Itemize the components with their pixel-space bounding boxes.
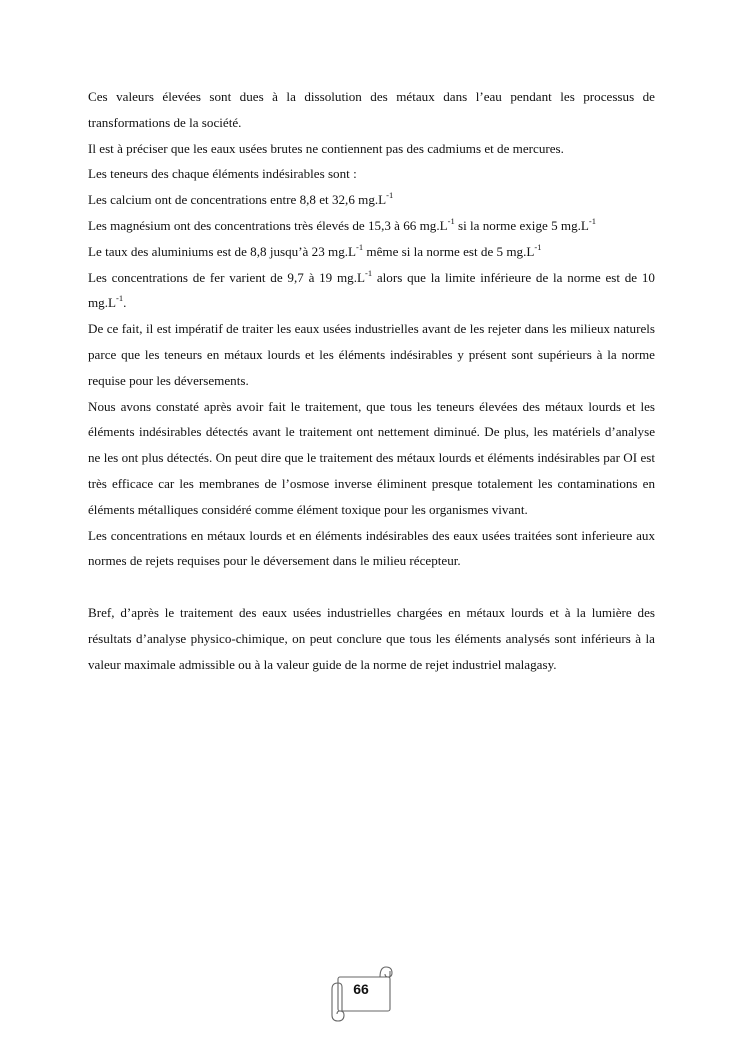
fer-norm-text: alors que la limite inférieure de la norme est de 10 mg.L [88,269,655,311]
magnesium-unit-exponent: -1 [447,215,455,226]
paragraph-cadmium-mercure: Il est à préciser que les eaux usées brutes ne contiennent pas des cadmiums et de mercures. [88,140,564,156]
paragraph-fer [88,265,655,317]
aluminium-unit-exponent: -1 [356,241,364,252]
paragraph-magnesium [88,213,655,239]
fer-text: Les concentrations de fer varient de 9,7 à 19 mg.L [88,269,365,285]
paragraph-teneurs-intro: Les teneurs des chaque éléments indésirables sont : [88,166,357,182]
paragraph-concentrations-traitees: Les concentrations en métaux lourds et en éléments indésirables des eaux usées traitées sont inferieure aux normes de rejets requises pour le déversement dans le milieu récepteur. [88,527,655,569]
paragraph-traitement-imperatif: De ce fait, il est impératif de traiter les eaux usées industrielles avant de les rejeter dans les milieux naturels parce que les teneurs en métaux lourds et les éléments indésirables y présent sont supérieurs à la norme requise pour les déversements. [88,321,655,388]
paragraph-aluminium [88,239,655,265]
paragraph-conclusion: Bref, d’après le traitement des eaux usées industrielles chargées en métaux lourds et à la lumière des résultats d’analyse physico-chimique, on peut conclure que tous les éléments analysés sont inférieurs à la valeur maximale admissible ou à la valeur guide de la norme de rejet industriel malagasy. [88,605,655,672]
page-number: 66 [353,981,369,997]
magnesium-text: Les magnésium ont des concentrations très élevés de 15,3 à 66 mg.L [88,217,448,233]
paragraph-dissolution: Ces valeurs élevées sont dues à la dissolution des métaux dans l’eau pendant les processus de transformations de la société. [88,89,655,130]
fer-unit-exponent: -1 [365,267,373,278]
aluminium-norm-exponent: -1 [534,241,542,252]
magnesium-norm-text: si la norme exige 5 mg.L [454,217,589,233]
aluminium-text: Le taux des aluminiums est de 8,8 jusqu’à 23 mg.L [88,243,357,259]
paragraph-calcium [88,187,655,213]
calcium-text: Les calcium ont de concentrations entre 8,8 et 32,6 mg.L [88,192,387,208]
aluminium-norm-text: même si la norme est de 5 mg.L [363,243,535,259]
paragraph-spacer [88,574,655,600]
paragraph-constat-traitement: Nous avons constaté après avoir fait le traitement, que tous les teneurs élevées des métaux lourds et les éléments indésirables détectés avant le traitement ont nettement diminué. De plus, les matériels d’analyse ne les ont plus détectés. On peut dire que le traitement des métaux lourds et éléments indésirables par OI est très efficace car les membranes de l’osmose inverse éliminent presque totalement les contaminations en éléments métalliques considéré comme élément toxique pour les organismes vivant. [88,398,655,517]
document-body [88,84,655,678]
fer-period: . [123,295,127,311]
fer-norm-exponent: -1 [116,293,124,304]
magnesium-norm-exponent: -1 [588,215,596,226]
calcium-unit-exponent: -1 [386,190,394,201]
